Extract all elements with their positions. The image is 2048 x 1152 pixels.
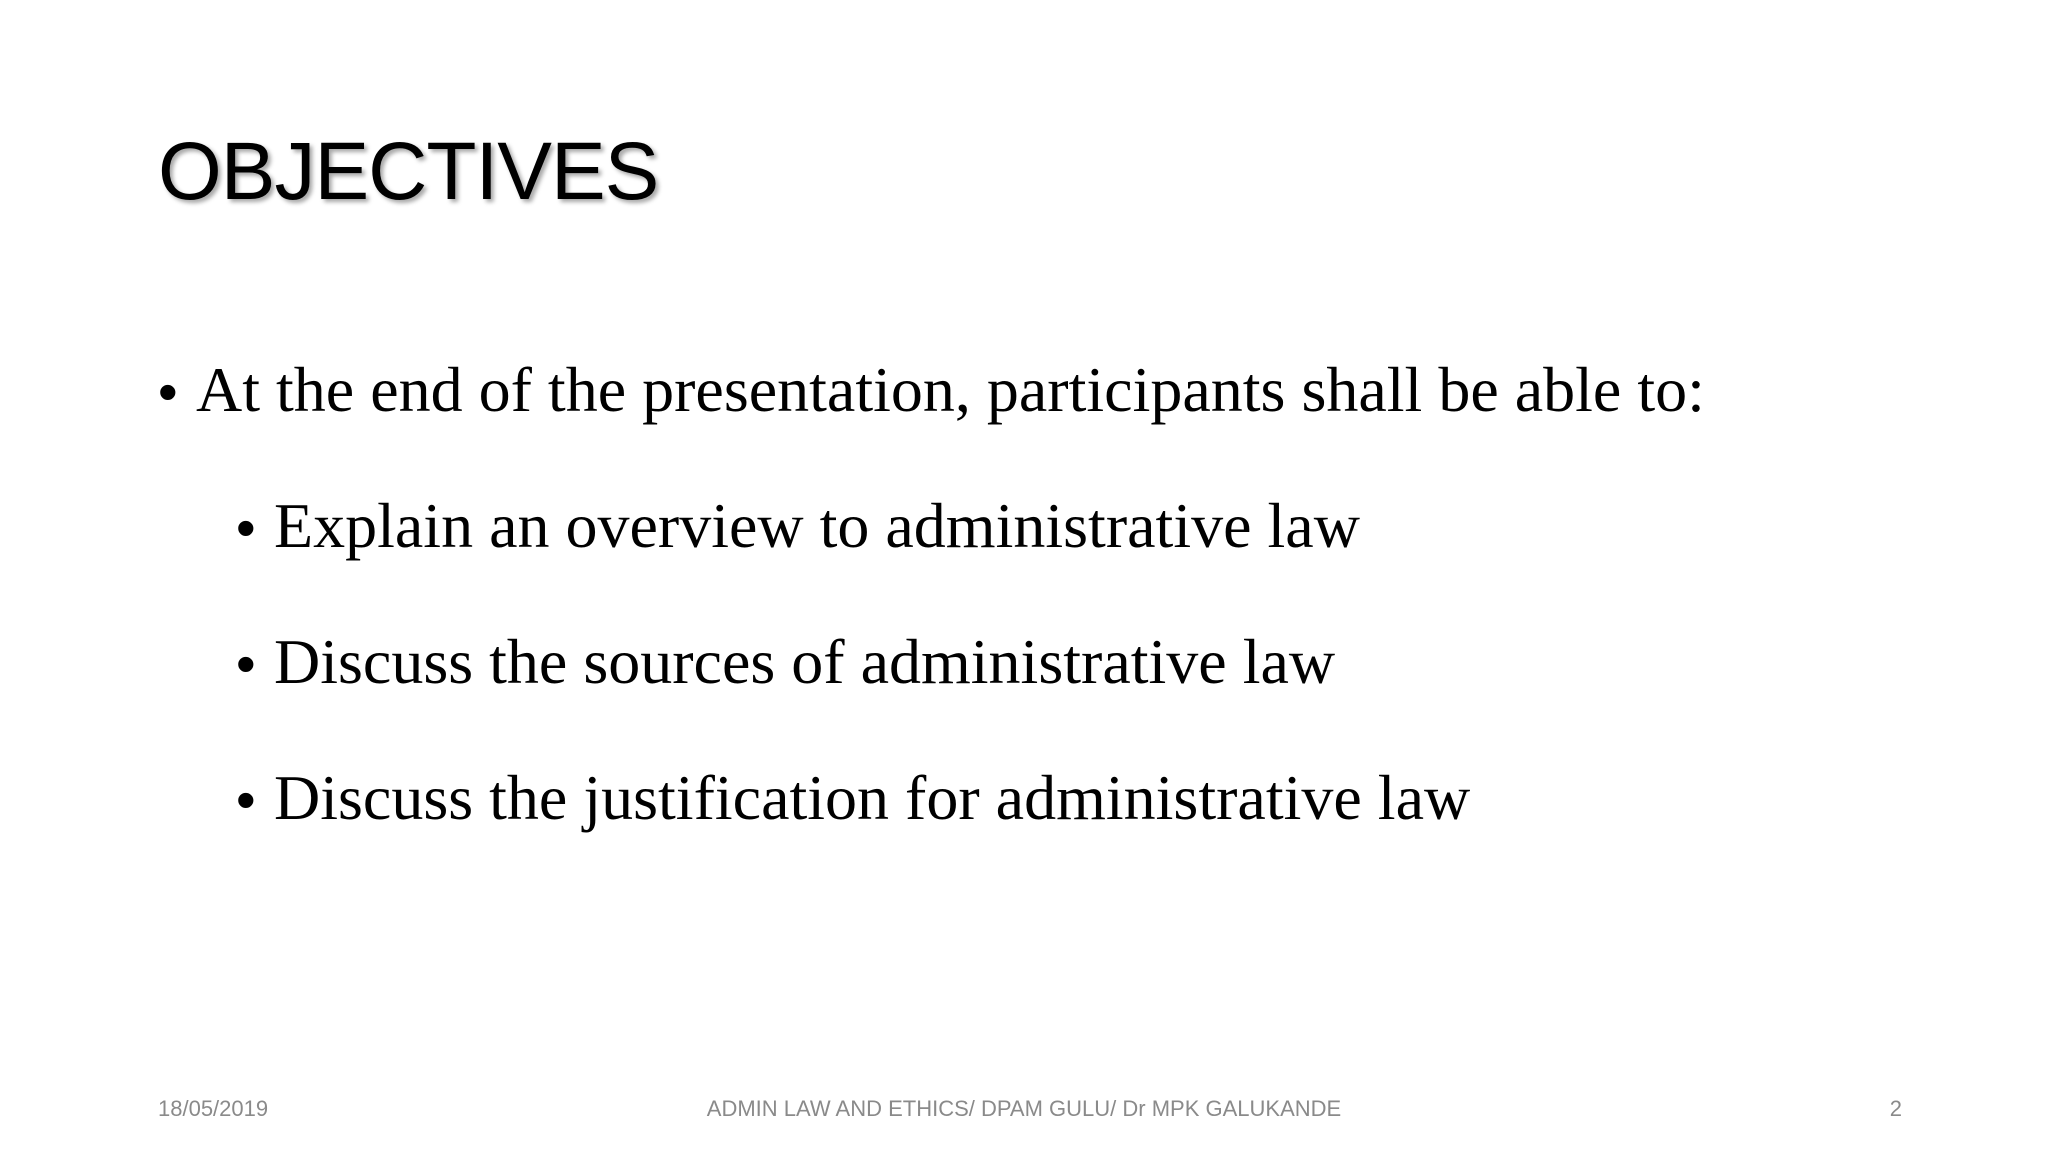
objective-item xyxy=(236,476,1978,576)
bullet-icon: • xyxy=(236,768,256,831)
objective-item xyxy=(236,612,1978,712)
footer-date: 18/05/2019 xyxy=(158,1096,269,1121)
objective-item xyxy=(236,748,1978,848)
slide-title: OBJECTIVES xyxy=(158,126,659,217)
intro-bullet xyxy=(158,340,1978,440)
objective-text: Discuss the justification for administrative law xyxy=(274,762,1471,833)
page-number: 2 xyxy=(1889,1096,1902,1121)
bullet-icon: • xyxy=(236,632,256,695)
intro-text: At the end of the presentation, participants shall be able to: xyxy=(196,354,1705,425)
footer-title: ADMIN LAW AND ETHICS/ DPAM GULU/ Dr MPK GALUKANDE xyxy=(706,1096,1342,1121)
bullet-icon: • xyxy=(236,496,256,559)
bullet-icon: • xyxy=(158,360,178,423)
slide-body xyxy=(158,340,1978,848)
objective-text: Explain an overview to administrative law xyxy=(274,490,1360,561)
objective-text: Discuss the sources of administrative law xyxy=(274,626,1336,697)
